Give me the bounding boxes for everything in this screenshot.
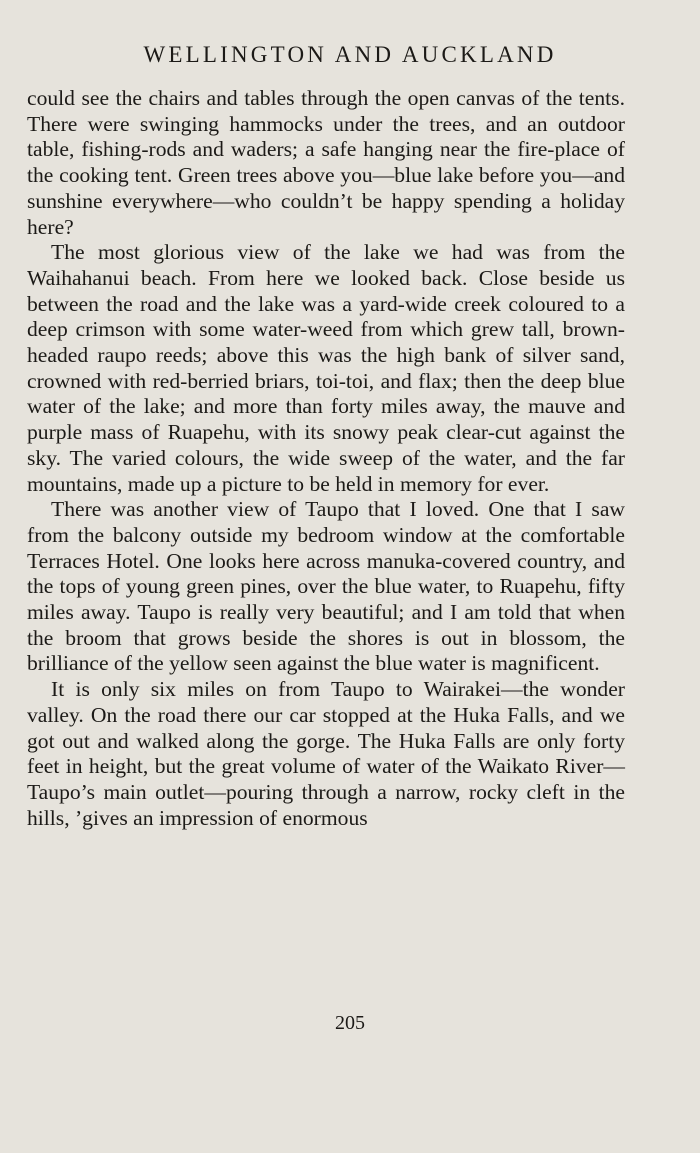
paragraph-1: could see the chairs and tables through the open canvas of the tents. There were swinging hammocks under the trees, and an outdoor table, fishing-rods and waders; a safe hanging near the fire-place of the cooking tent. Green trees above you—blue lake before you—and sunshine everywhere—who couldn’t be happy spending a holiday here?: [27, 86, 625, 239]
running-head: WELLINGTON AND AUCKLAND: [143, 42, 557, 67]
paragraph-4: It is only six miles on from Taupo to Wairakei—the wonder valley. On the road there our car stopped at the Huka Falls, and we got out and walked along the gorge. The Huka Falls are only forty feet in height, but the great volume of water of the Waikato River—Taupo’s main outlet—pouring through a narrow, rocky cleft in the hills, ’gives an impression of enormous: [27, 677, 625, 830]
body-text: [27, 86, 625, 831]
page-number: 205: [335, 1012, 365, 1034]
paragraph-2: The most glorious view of the lake we had was from the Waihahanui beach. From here we looked back. Close beside us between the road and the lake was a yard-wide creek coloured to a deep crimson with some water-weed from which grew tall, brown-headed raupo reeds; above this was the high bank of silver sand, crowned with red-berried briars, toi-toi, and flax; then the deep blue water of the lake; and more than forty miles away, the mauve and purple mass of Ruapehu, with its snowy peak clear-cut against the sky. The varied colours, the wide sweep of the water, and the far mountains, made up a picture to be held in memory for ever.: [27, 240, 625, 496]
paragraph-3: There was another view of Taupo that I loved. One that I saw from the balcony outside my bedroom window at the comfortable Terraces Hotel. One looks here across manuka-covered country, and the tops of young green pines, over the blue water, to Ruapehu, fifty miles away. Taupo is really very beautiful; and I am told that when the broom that grows beside the shores is out in blossom, the brilliance of the yellow seen against the blue water is magnificent.: [27, 497, 625, 676]
